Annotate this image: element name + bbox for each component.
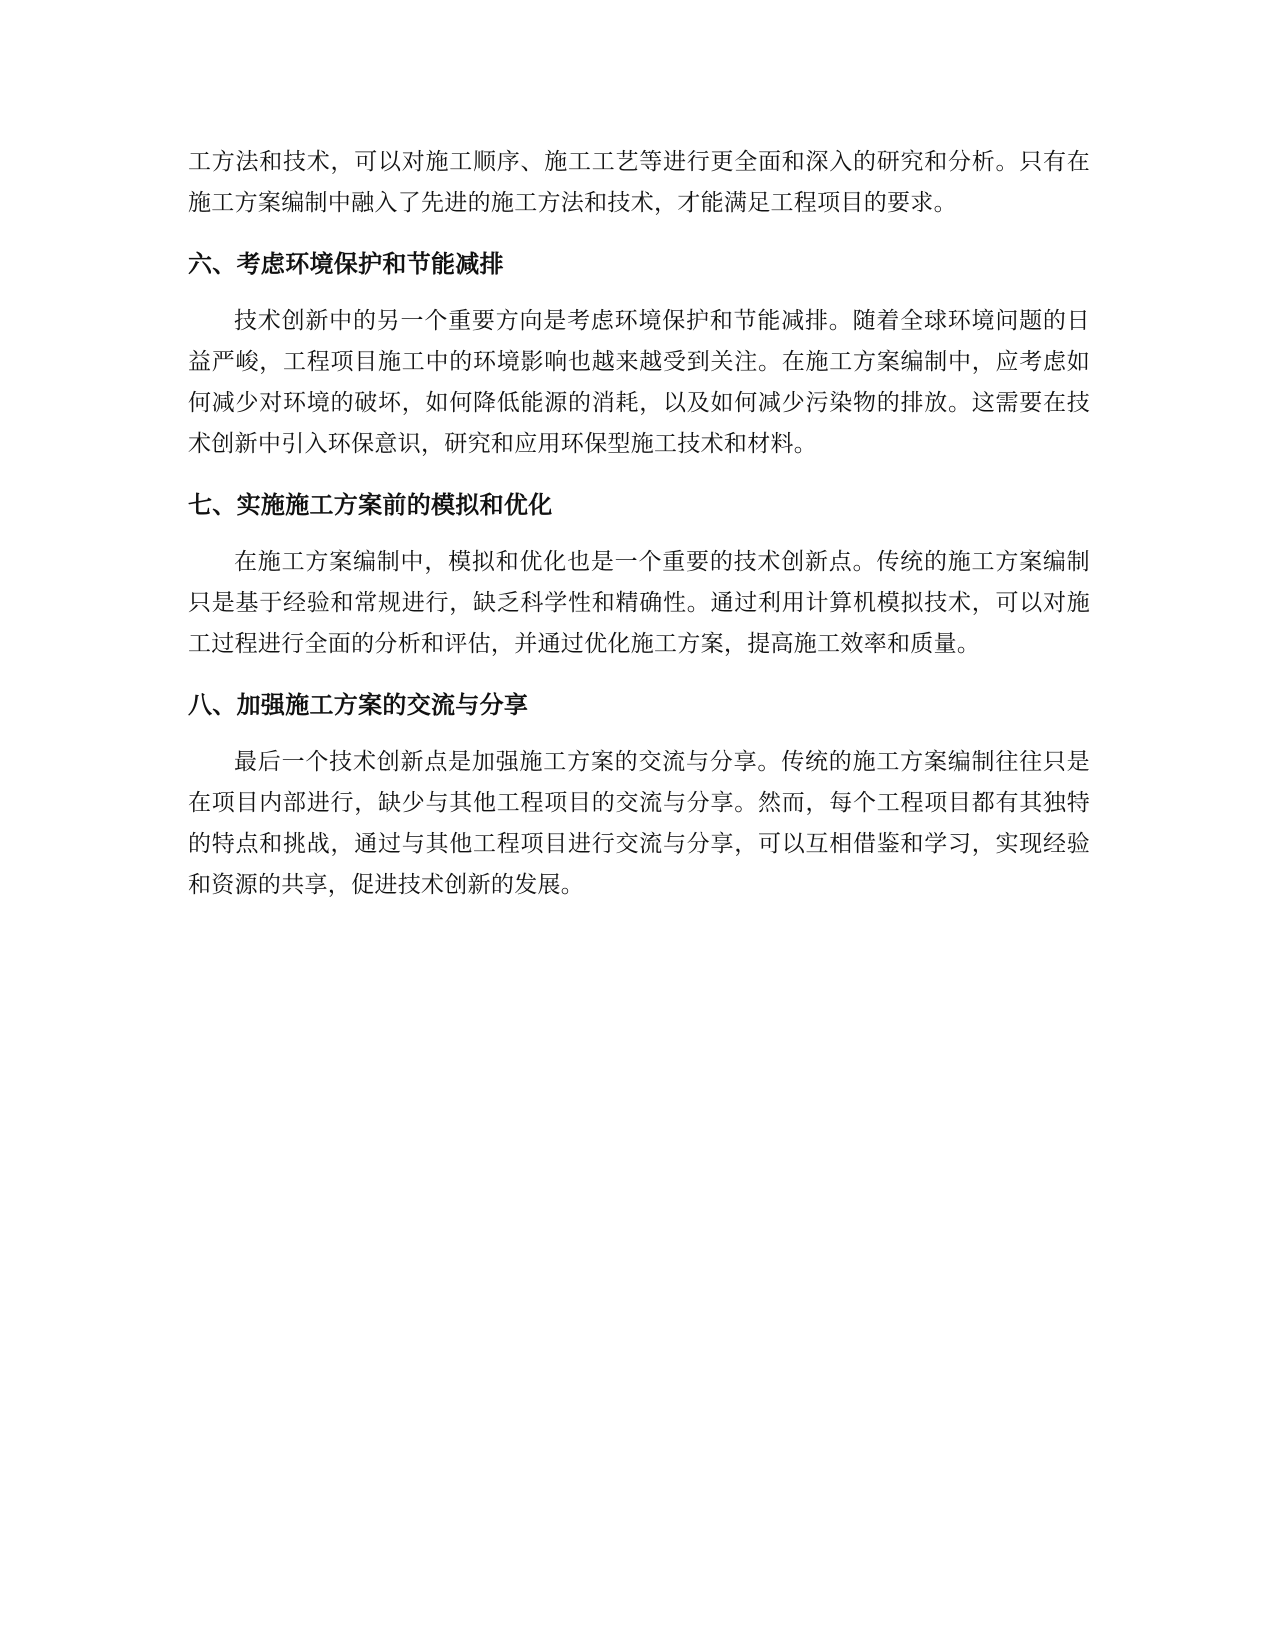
section-8-paragraph: 最后一个技术创新点是加强施工方案的交流与分享。传统的施工方案编制往往只是在项目内部进行，缺少与其他工程项目的交流与分享。然而，每个工程项目都有其独特的特点和挑战，通过与其他工程项目进行交流与分享，可以互相借鉴和学习，实现经验和资源的共享，促进技术创新的发展。: [188, 749, 1090, 898]
spacer: [188, 224, 1090, 244]
spacer: [188, 285, 1090, 301]
section-7-paragraph: 在施工方案编制中，模拟和优化也是一个重要的技术创新点。传统的施工方案编制只是基于经验和常规进行，缺乏科学性和精确性。通过利用计算机模拟技术，可以对施工过程进行全面的分析和评估，并通过优化施工方案，提高施工效率和质量。: [188, 549, 1090, 657]
section-heading-6: 六、考虑环境保护和节能减排: [188, 250, 504, 278]
spacer: [188, 726, 1090, 742]
document-body: [188, 142, 1090, 906]
section-heading-7: 七、实施施工方案前的模拟和优化: [188, 491, 553, 519]
spacer: [188, 465, 1090, 485]
section-6-paragraph: 技术创新中的另一个重要方向是考虑环境保护和节能减排。随着全球环境问题的日益严峻，工程项目施工中的环境影响也越来越受到关注。在施工方案编制中，应考虑如何减少对环境的破坏，如何降低能源的消耗，以及如何减少污染物的排放。这需要在技术创新中引入环保意识，研究和应用环保型施工技术和材料。: [188, 308, 1090, 457]
section-heading-8: 八、加强施工方案的交流与分享: [188, 691, 529, 719]
continuation-paragraph: 工方法和技术，可以对施工顺序、施工工艺等进行更全面和深入的研究和分析。只有在施工方案编制中融入了先进的施工方法和技术，才能满足工程项目的要求。: [188, 149, 1090, 216]
spacer: [188, 526, 1090, 542]
spacer: [188, 665, 1090, 685]
